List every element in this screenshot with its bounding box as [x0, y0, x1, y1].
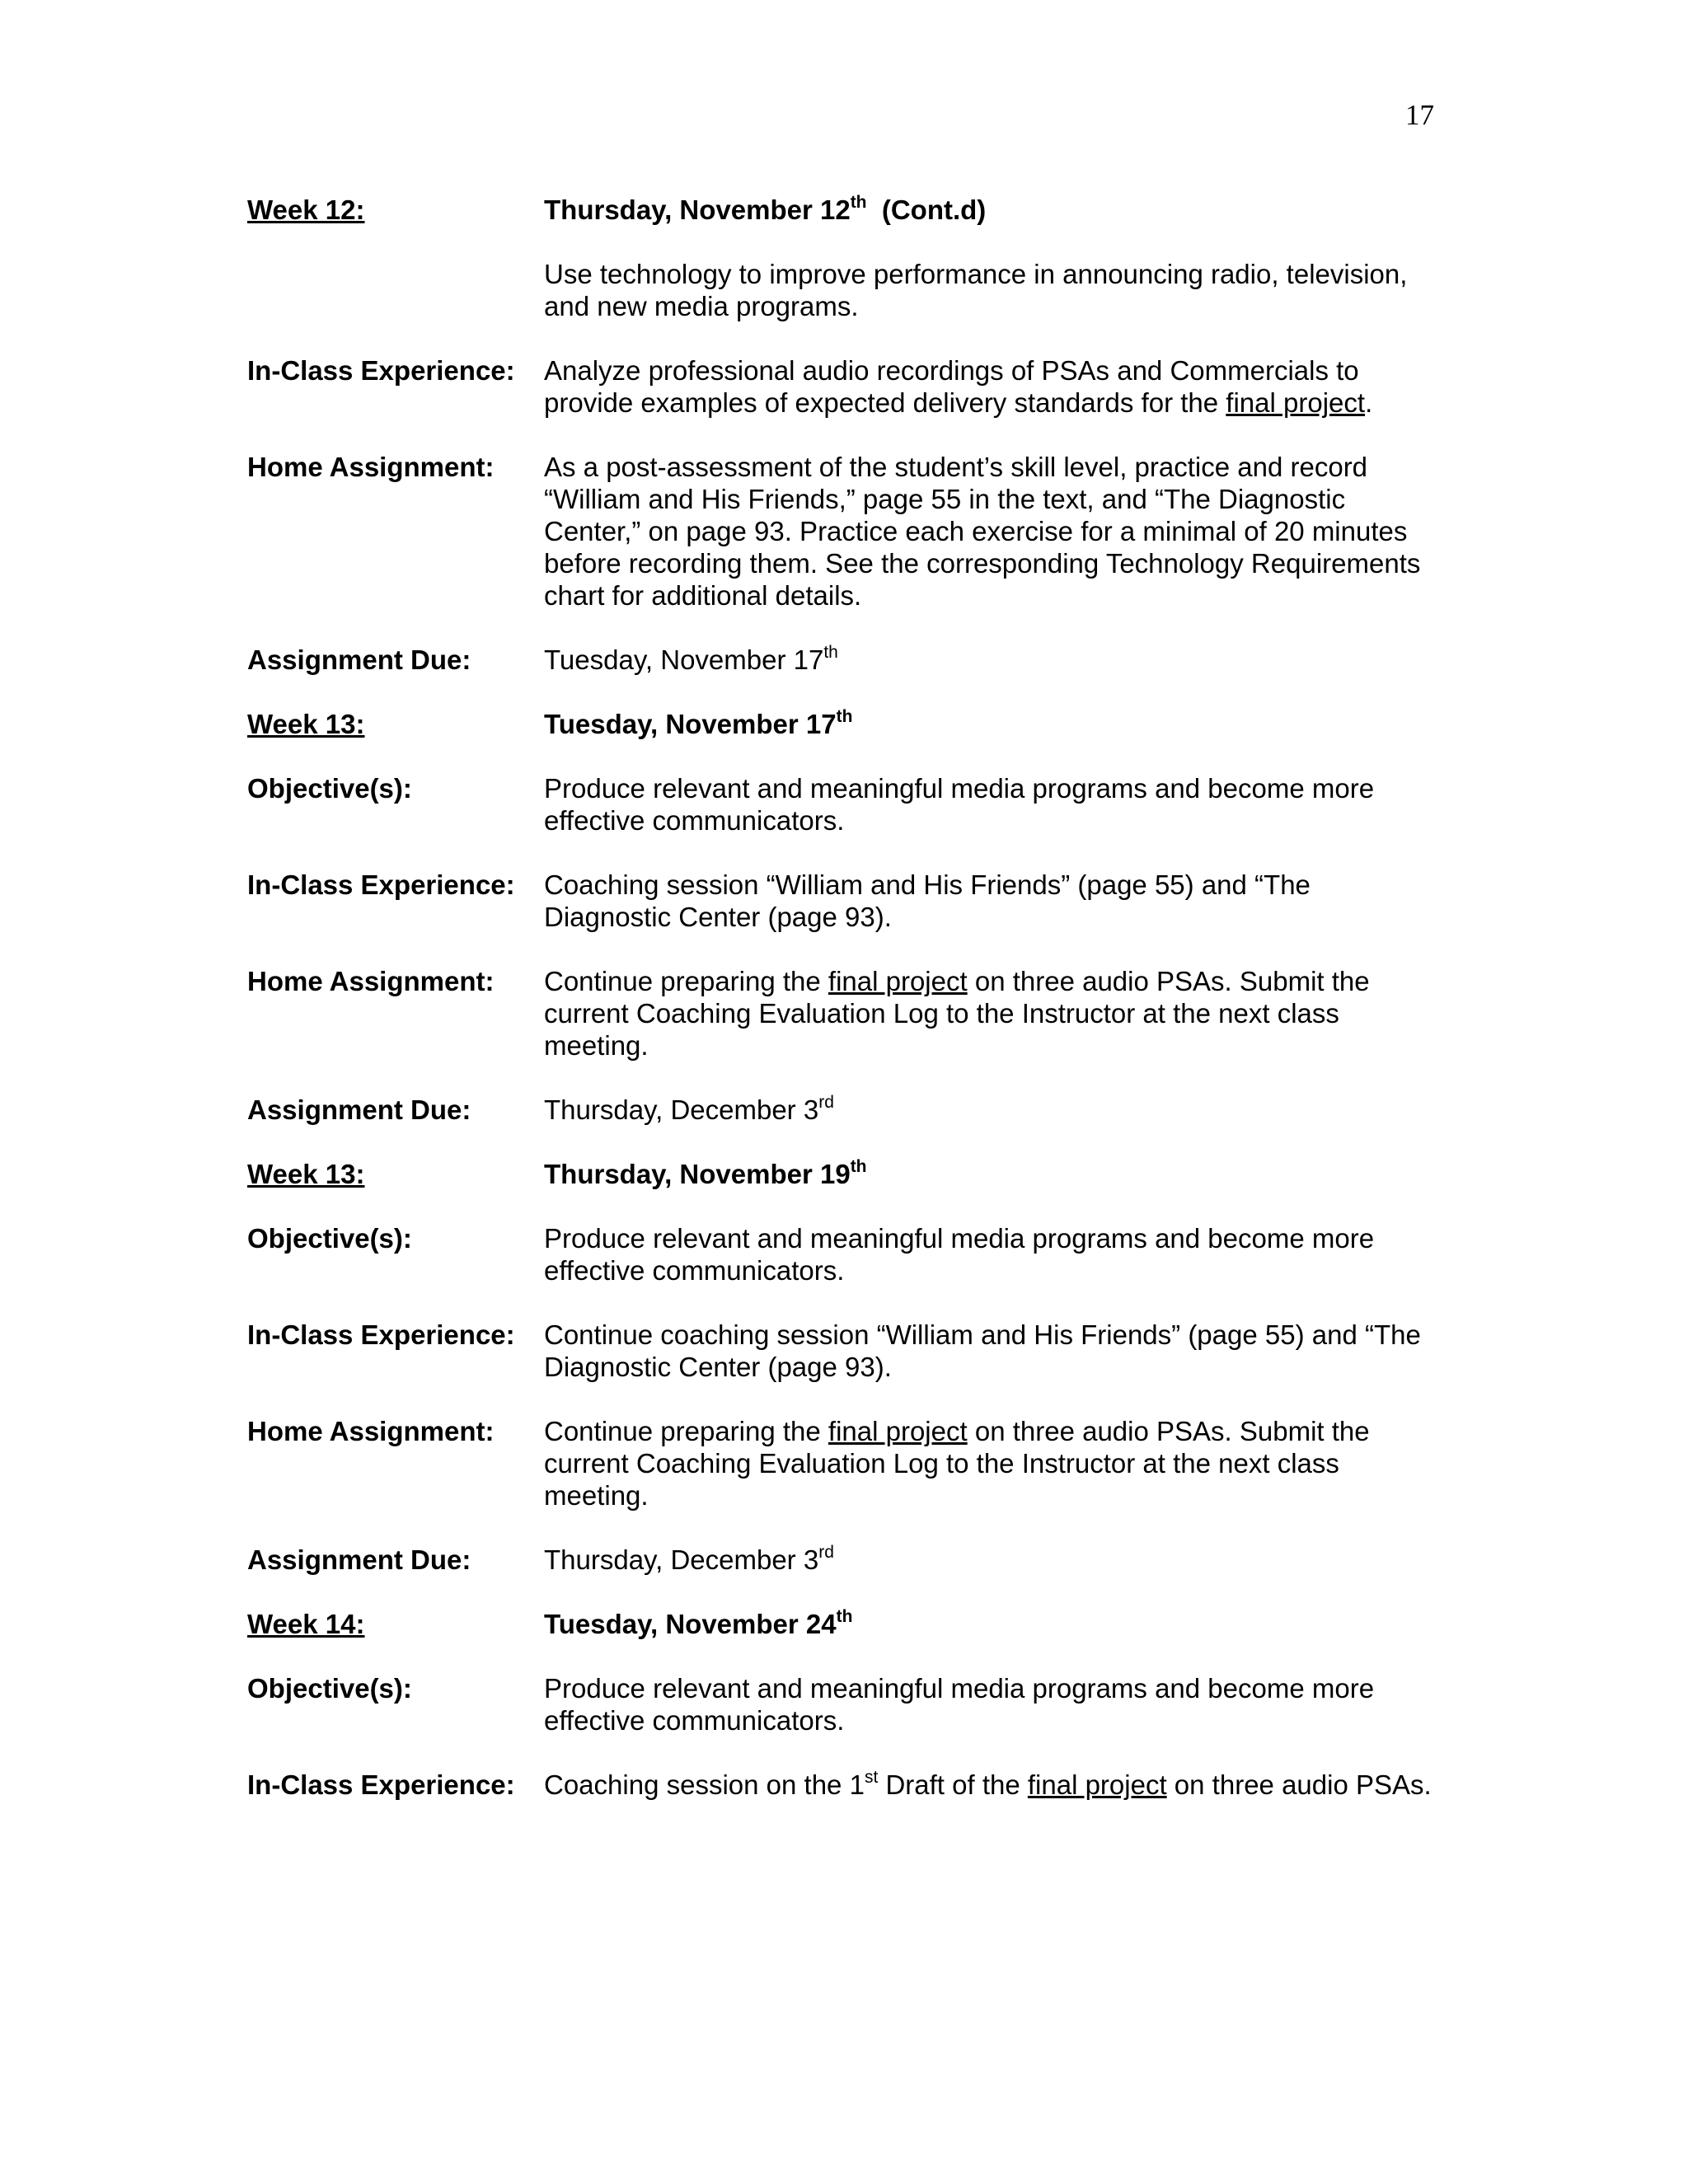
home-assignment-label: Home Assignment: — [247, 966, 495, 996]
objectives-text: Produce relevant and meaningful media programs and become more effective communicators. — [544, 1673, 1375, 1736]
in-class-text: Coaching session on the 1st Draft of the final project on three audio PSAs. — [544, 1768, 1432, 1800]
week-14-objectives — [247, 1672, 1434, 1736]
final-project-link: final project — [1226, 387, 1366, 418]
assignment-due-label: Assignment Due: — [247, 1544, 471, 1575]
assignment-due-label: Assignment Due: — [247, 1094, 471, 1125]
objectives-label: Objective(s): — [247, 773, 412, 804]
week-12-home-assignment — [247, 451, 1434, 612]
week-13-thursday-assignment-due — [247, 1544, 1434, 1576]
home-assignment-label: Home Assignment: — [247, 1416, 495, 1446]
week-label: Week 12: — [247, 194, 365, 225]
in-class-label: In-Class Experience: — [247, 355, 515, 386]
week-date: Thursday, November 12th (Cont.d) — [544, 193, 987, 225]
week-14-in-class — [247, 1769, 1434, 1801]
home-assignment-label: Home Assignment: — [247, 452, 495, 482]
week-13-tuesday-objectives — [247, 772, 1434, 837]
week-14-header — [247, 1608, 1434, 1640]
final-project-link: final project — [1027, 1769, 1167, 1800]
objectives-text: Produce relevant and meaningful media programs and become more effective communicators. — [544, 1223, 1375, 1286]
in-class-text: Continue coaching session “William and His Friends” (page 55) and “The Diagnostic Center (page 93). — [544, 1319, 1421, 1382]
week-13-tuesday-in-class — [247, 869, 1434, 933]
page-number: 17 — [1405, 99, 1434, 131]
final-project-link: final project — [828, 1416, 968, 1446]
objectives-label: Objective(s): — [247, 1673, 412, 1704]
assignment-due-date: Thursday, December 3rd — [544, 1093, 834, 1125]
home-assignment-text: Continue preparing the final project on three audio PSAs. Submit the current Coaching Evaluation Log to the Instructor at the next class meeting. — [544, 1416, 1370, 1511]
in-class-text: Coaching session “William and His Friends” (page 55) and “The Diagnostic Center (page 93). — [544, 869, 1311, 932]
objectives-text: Produce relevant and meaningful media programs and become more effective communicators. — [544, 773, 1375, 836]
assignment-due-date: Thursday, December 3rd — [544, 1543, 834, 1575]
week-12-assignment-due — [247, 644, 1434, 676]
home-assignment-text: As a post-assessment of the student’s skill level, practice and record “William and His Friends,” page 55 in the text, and “The Diagnostic Center,” on page 93. Practice each exercise for a minimal of 20 minutes before recording them. See the corresponding Technology Requirements chart for additional details. — [544, 452, 1421, 611]
assignment-due-date: Tuesday, November 17th — [544, 643, 838, 675]
assignment-due-label: Assignment Due: — [247, 644, 471, 675]
home-assignment-text: Continue preparing the final project on three audio PSAs. Submit the current Coaching Evaluation Log to the Instructor at the next class meeting. — [544, 966, 1370, 1061]
description-text: Use technology to improve performance in announcing radio, television, and new media programs. — [544, 259, 1408, 321]
week-12-in-class — [247, 354, 1434, 419]
week-label: Week 14: — [247, 1609, 365, 1639]
week-12-header — [247, 194, 1434, 226]
in-class-text: Analyze professional audio recordings of PSAs and Commercials to provide examples of expected delivery standards for the final project. — [544, 355, 1373, 418]
week-label: Week 13: — [247, 1159, 365, 1189]
objectives-label: Objective(s): — [247, 1223, 412, 1254]
week-date: Tuesday, November 17th — [544, 707, 853, 739]
week-date: Tuesday, November 24th — [544, 1607, 853, 1639]
week-13-thursday-objectives — [247, 1222, 1434, 1286]
week-13-thursday-header — [247, 1158, 1434, 1190]
week-label: Week 13: — [247, 709, 365, 739]
in-class-label: In-Class Experience: — [247, 869, 515, 900]
week-13-thursday-home-assignment — [247, 1415, 1434, 1511]
syllabus-schedule — [247, 194, 1434, 1833]
week-12-description — [247, 258, 1434, 322]
week-13-tuesday-home-assignment — [247, 965, 1434, 1062]
week-13-tuesday-header — [247, 708, 1434, 740]
in-class-label: In-Class Experience: — [247, 1319, 515, 1350]
final-project-link: final project — [828, 966, 968, 996]
week-13-thursday-in-class — [247, 1319, 1434, 1383]
week-date: Thursday, November 19th — [544, 1157, 867, 1189]
week-13-tuesday-assignment-due — [247, 1094, 1434, 1126]
in-class-label: In-Class Experience: — [247, 1769, 515, 1800]
